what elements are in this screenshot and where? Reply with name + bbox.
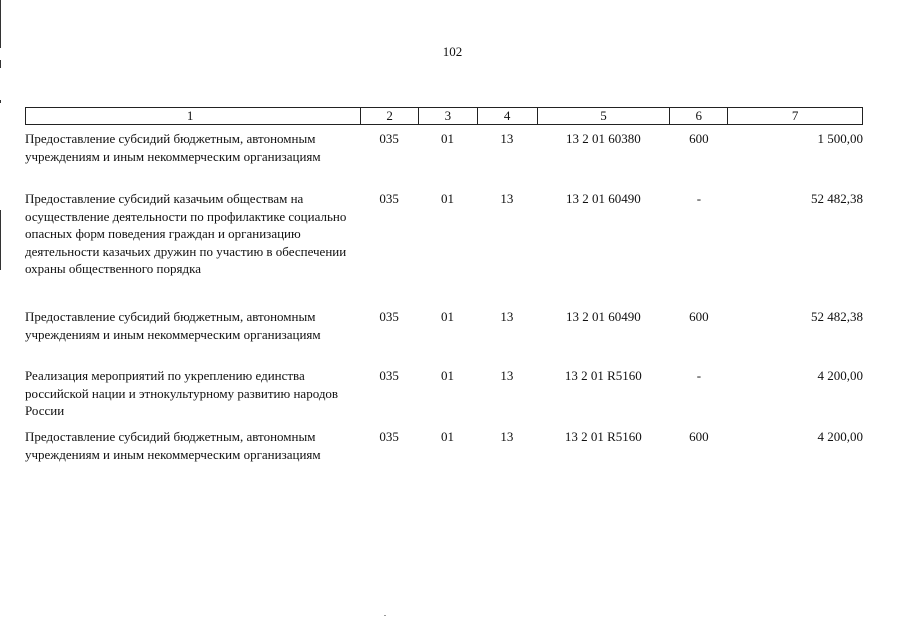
table-row [25,125,863,185]
row-description: Предоставление субсидий казачьим обществам на осуществление деятельности по профилактике социально опасных форм поведения граждан и организацию деятельности казачьих дружин по участию в обеспечении охраны общественного порядка [25,191,347,276]
cell-code-6: - [696,368,702,383]
cell-code-2: 035 [379,191,399,206]
cell-code-2: 035 [379,429,399,444]
cell-code-2: 035 [379,131,399,146]
cell-code-6: 600 [689,131,709,146]
header-cell: 1 [186,108,194,123]
scan-edge-mark [0,0,1,48]
cell-code-6: 600 [689,309,709,324]
header-cell: 5 [537,108,670,124]
table-row [25,362,863,423]
cell-code-6: - [696,191,702,206]
cell-code-3: 01 [440,309,454,324]
cell-code-4: 13 [500,368,514,383]
cell-amount: 52 482,38 [810,191,863,206]
cell-code-4: 13 [500,191,514,206]
cell-amount: 4 200,00 [817,368,863,383]
cell-code-3: 01 [440,131,454,146]
cell-code-3: 01 [440,429,454,444]
row-description: Предоставление субсидий бюджетным, автономным учреждениям и иным некоммерческим организациям [25,309,321,342]
budget-table [25,107,863,463]
header-cell: 6 [669,108,727,124]
page-number: 102 [442,44,463,59]
scan-speck [384,615,386,616]
cell-code-3: 01 [440,368,454,383]
row-description: Предоставление субсидий бюджетным, автономным учреждениям и иным некоммерческим организациям [25,429,321,462]
table-row [25,303,863,362]
cell-code-5: 13 2 01 60380 [565,131,641,146]
cell-amount: 1 500,00 [817,131,863,146]
table-row [25,185,863,303]
cell-code-5: 13 2 01 R5160 [564,429,642,444]
table-header-row [25,107,863,125]
table-row [25,423,863,463]
scan-edge-mark [0,100,1,103]
header-cell: 7 [727,108,862,124]
cell-code-4: 13 [500,429,514,444]
cell-code-5: 13 2 01 60490 [565,191,641,206]
cell-code-4: 13 [500,309,514,324]
cell-amount: 4 200,00 [817,429,863,444]
header-cell: 2 [360,108,418,124]
cell-code-5: 13 2 01 R5160 [564,368,642,383]
cell-code-2: 035 [379,309,399,324]
row-description: Реализация мероприятий по укреплению единства российской нации и этнокультурному развитию народов России [25,368,339,418]
header-cell: 3 [418,108,477,124]
header-cell: 4 [477,108,537,124]
scan-edge-mark [0,210,1,270]
cell-code-6: 600 [689,429,709,444]
scan-edge-mark [0,60,1,68]
cell-amount: 52 482,38 [810,309,863,324]
row-description: Предоставление субсидий бюджетным, автономным учреждениям и иным некоммерческим организациям [25,131,321,164]
cell-code-5: 13 2 01 60490 [565,309,641,324]
cell-code-4: 13 [500,131,514,146]
cell-code-3: 01 [440,191,454,206]
cell-code-2: 035 [379,368,399,383]
